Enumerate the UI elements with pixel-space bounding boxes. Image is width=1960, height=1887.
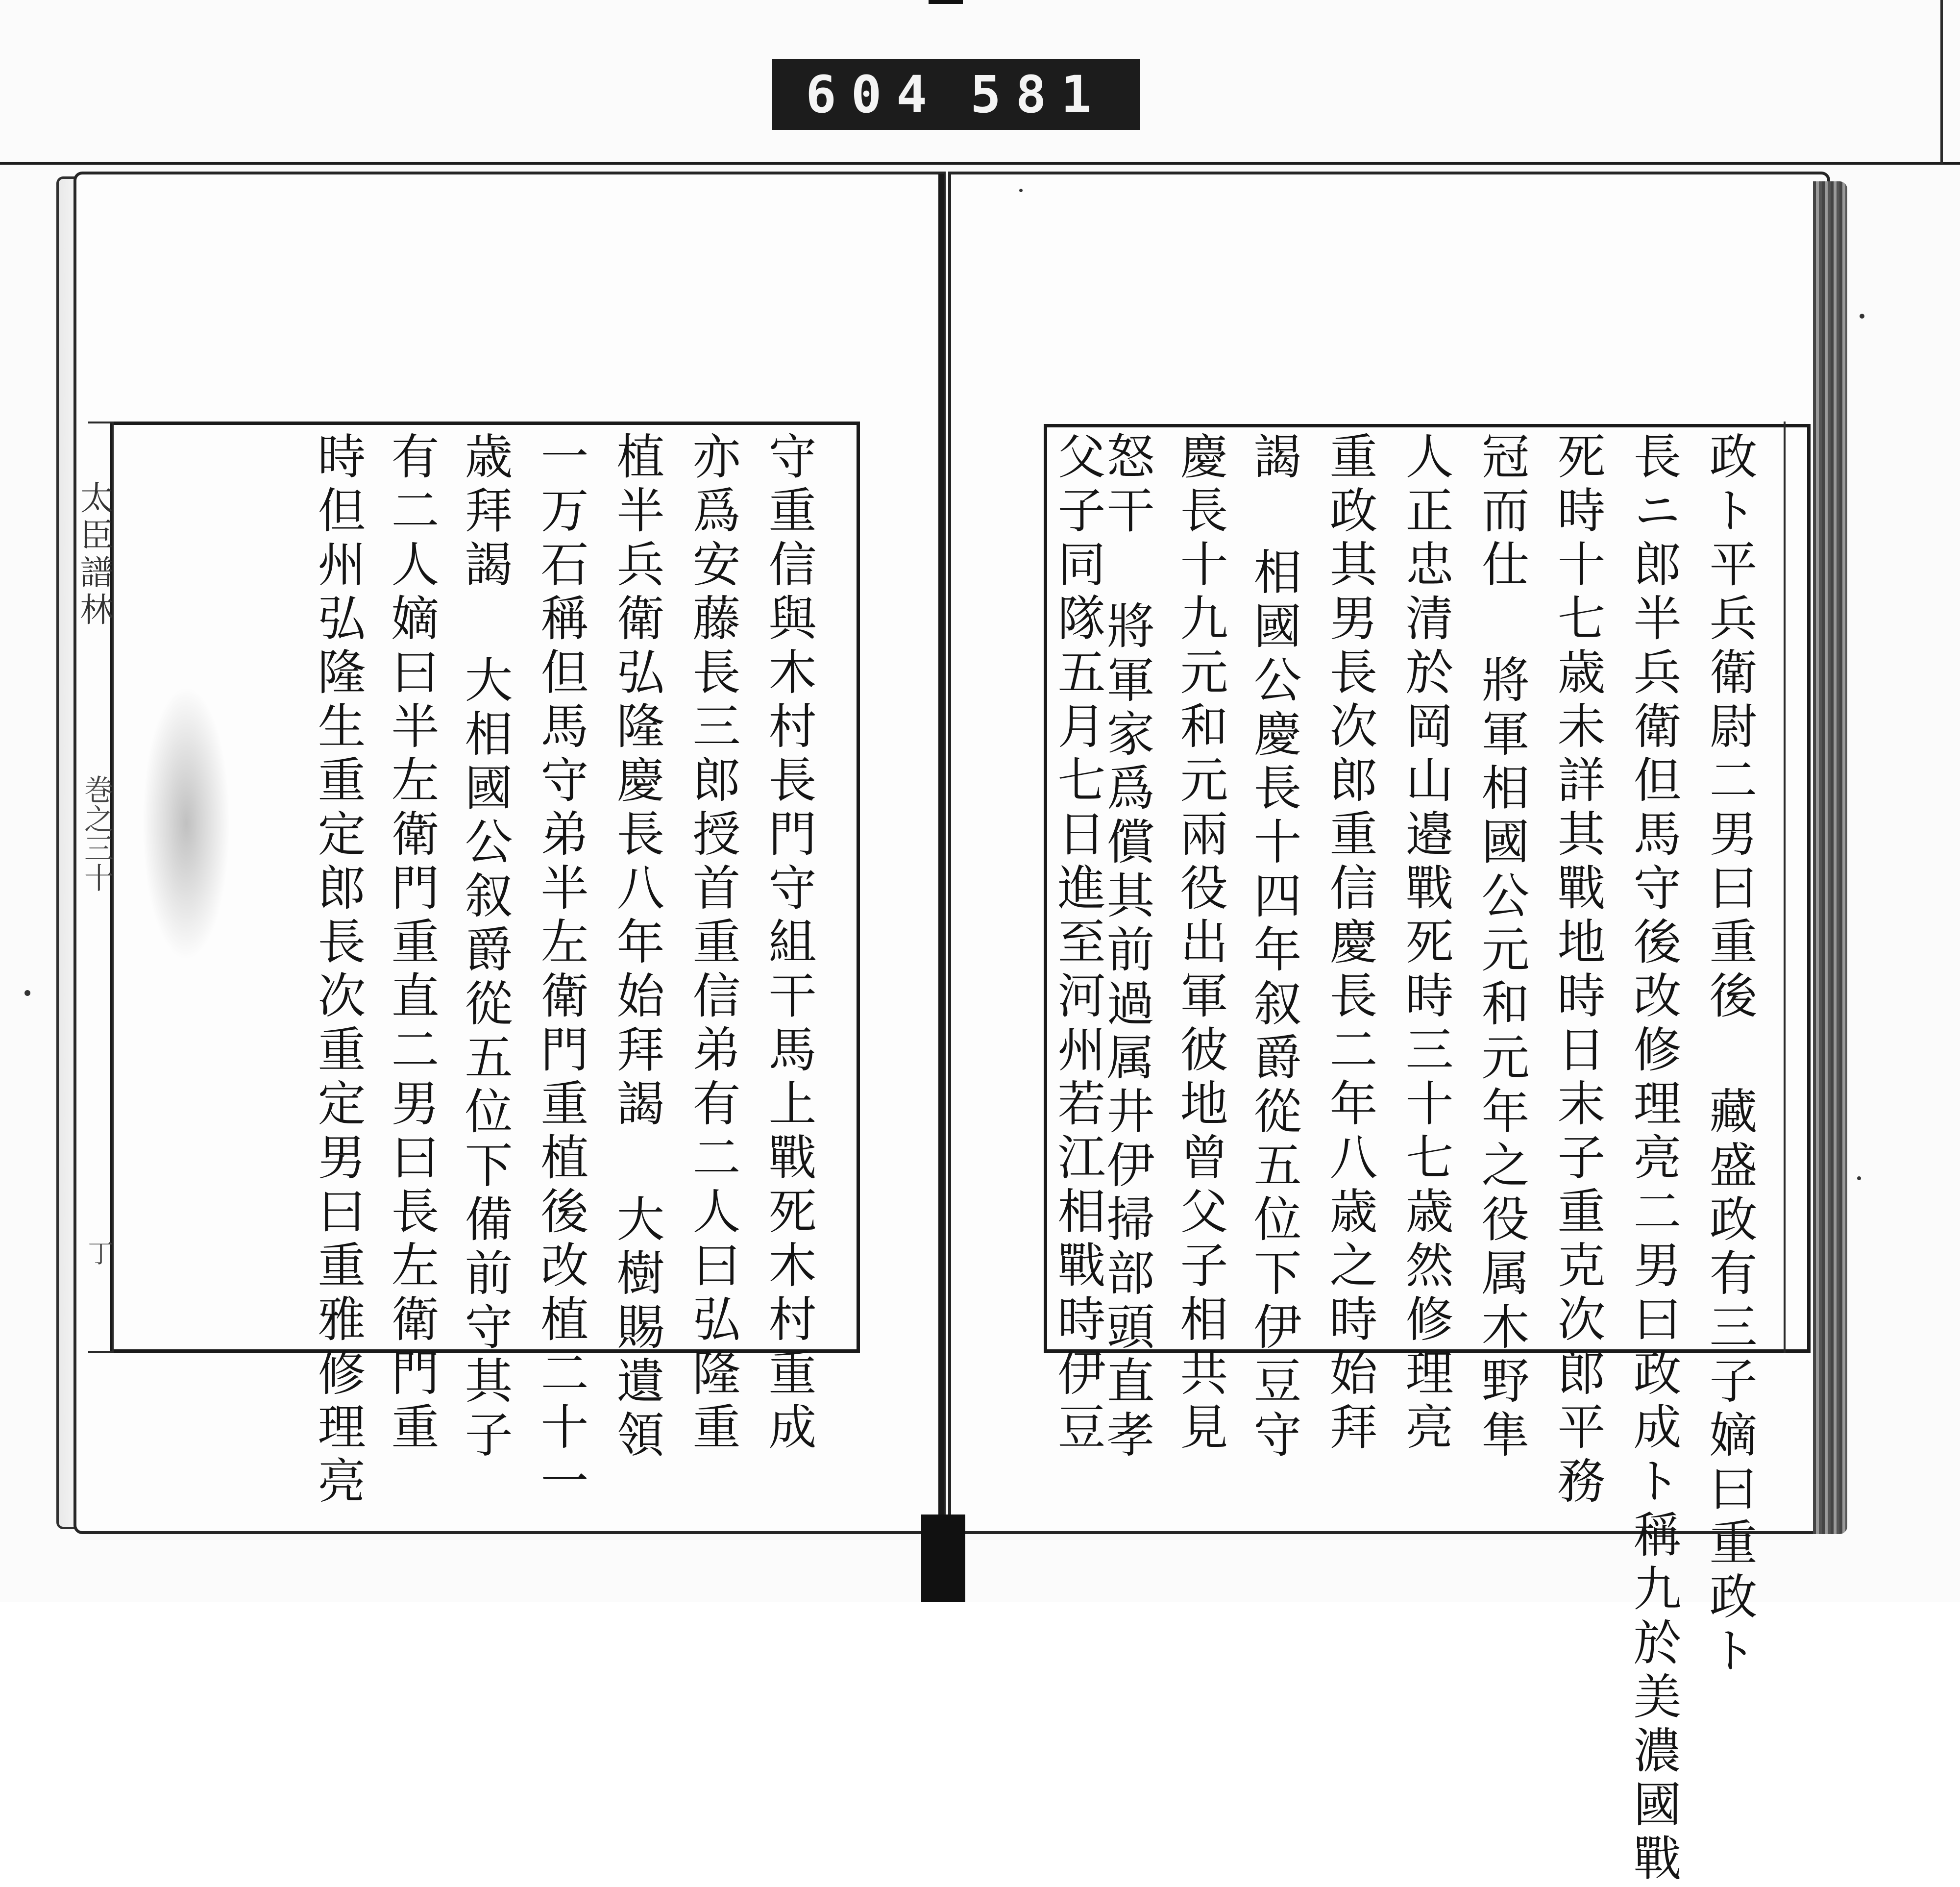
margin-book-title: 太臣譜林	[74, 480, 113, 629]
speck	[1857, 1176, 1861, 1180]
right-page-column-4: 冠而仕 將軍相國公元和元年之役属木野隼	[1473, 431, 1529, 1464]
right-page-column-7: 謁 相國公慶長十四年叙爵從五位下伊豆守	[1246, 431, 1301, 1464]
right-page-column-9: 怒干 將軍家爲償其前過属井伊掃部頭直孝	[1099, 431, 1154, 1464]
right-page-column-8: 慶長十九元和元兩役出軍彼地曾父子相共見	[1172, 431, 1228, 1456]
speck	[1860, 314, 1864, 319]
spine-shadow-block	[921, 1515, 965, 1602]
margin-page-number: 丁	[83, 1240, 113, 1266]
right-book-edge	[1813, 181, 1847, 1534]
speck	[24, 990, 30, 996]
right-page-column-3: 死時十七歳未詳其戰地時日末子重克次郎平務	[1549, 431, 1605, 1510]
right-page-column-5: 人正忠清於岡山邉戰死時三十七歳然修理亮	[1397, 431, 1453, 1456]
top-registration-mark	[929, 0, 963, 4]
film-label-left-number: 604	[806, 64, 942, 124]
left-page-column-4: 一万石稱但馬守弟半左衛門重植後改植二十一	[533, 431, 588, 1510]
right-vertical-rule	[1940, 0, 1943, 164]
top-horizontal-rule	[0, 162, 1960, 165]
right-margin-column	[1784, 422, 1813, 1353]
ink-smudge	[142, 686, 230, 961]
left-page-column-1: 守重信與木村長門守組干馬上戰死木村重成	[760, 431, 816, 1456]
left-page-column-7: 時但州弘隆生重定郎長次重定男曰重雅修理亮	[310, 431, 366, 1510]
margin-volume: 巻之三十	[79, 774, 114, 892]
right-page-column-2: 長ニ郎半兵衛但馬守後改修理亮二男曰政成ト稱九於美濃國戰	[1625, 431, 1681, 1887]
speck	[1019, 189, 1023, 192]
microfilm-id-label	[772, 59, 1140, 130]
right-page-column-10: 父子同隊五月七日進至河州若江相戰時伊豆	[1050, 431, 1105, 1456]
right-page-column-1: 政ト平兵衛尉二男曰重後 藏盛政有三子嫡曰重政ト	[1701, 431, 1757, 1679]
left-page-column-2: 亦爲安藤長三郎授首重信弟有二人曰弘隆重	[685, 431, 740, 1456]
book-spine	[938, 174, 944, 1595]
left-page-column-5: 歳拜謁 大相國公叙爵從五位下備前守其子	[457, 431, 513, 1464]
left-page-column-6: 有二人嫡曰半左衛門重直二男曰長左衛門重	[383, 431, 439, 1456]
right-page-column-6: 重政其男長次郎重信慶長二年八歳之時始拜	[1322, 431, 1377, 1456]
film-label-right-number: 581	[970, 64, 1106, 124]
left-page-column-3: 植半兵衛弘隆慶長八年始拜謁 大樹賜遺領	[609, 431, 664, 1464]
